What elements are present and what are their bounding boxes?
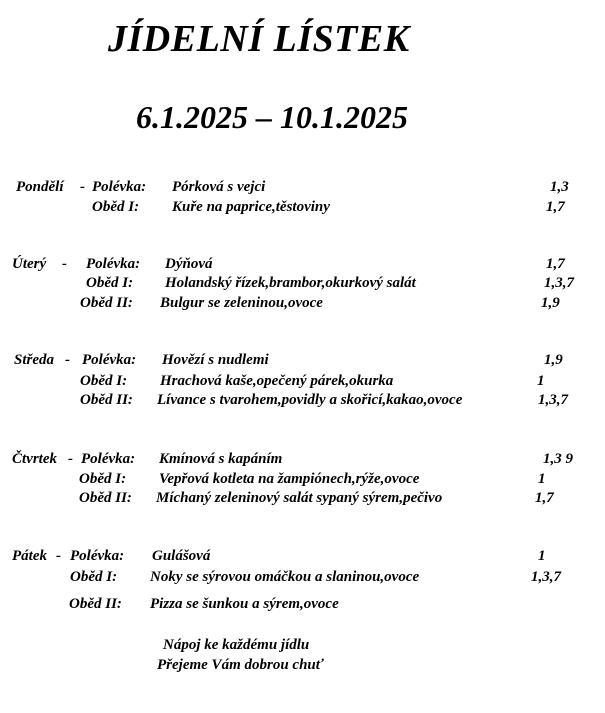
row-label: Oběd II: — [80, 392, 133, 408]
dish-name: Dýňová — [165, 256, 213, 272]
dish-name: Lívance s tvarohem,povidly a skořicí,kakao,ovoce — [157, 392, 463, 408]
allergens: 1,7 — [546, 256, 565, 272]
day-name-wednesday: Středa — [14, 352, 55, 368]
row-label: Oběd I: — [70, 569, 118, 585]
date-range: 6.1.2025 – 10.1.2025 — [136, 99, 408, 135]
dish-name: Bulgur se zeleninou,ovoce — [160, 295, 323, 311]
row-label: Polévka: — [92, 179, 147, 195]
dish-name: Hovězí s nudlemi — [162, 352, 269, 368]
row-label: Polévka: — [70, 548, 125, 564]
row-label: Oběd I: — [80, 373, 128, 389]
day-dash: - — [80, 179, 85, 195]
row-label: Polévka: — [82, 352, 137, 368]
menu-title: JÍDELNÍ LÍSTEK — [108, 18, 410, 60]
allergens: 1 — [537, 373, 545, 389]
row-label: Oběd II: — [80, 295, 133, 311]
allergens: 1 — [538, 471, 546, 487]
allergens: 1,9 — [544, 352, 563, 368]
row-label: Oběd II: — [79, 490, 132, 506]
allergens: 1,3,7 — [531, 569, 561, 585]
dish-name: Hrachová kaše,opečený párek,okurka — [160, 373, 394, 389]
day-dash: - — [68, 451, 73, 467]
dish-name: Noky se sýrovou omáčkou a slaninou,ovoce — [150, 569, 420, 585]
footer-wishes: Přejeme Vám dobrou chuť — [157, 657, 324, 673]
row-label: Polévka: — [81, 451, 136, 467]
dish-name: Míchaný zeleninový salát sypaný sýrem,pečivo — [156, 490, 443, 506]
row-label: Oběd I: — [86, 275, 134, 291]
allergens: 1,3,7 — [538, 392, 568, 408]
day-dash: - — [62, 256, 67, 272]
dish-name: Gulášová — [152, 548, 211, 564]
allergens: 1,9 — [541, 295, 560, 311]
allergens: 1,3,7 — [544, 275, 574, 291]
dish-name: Vepřová kotleta na žampiónech,rýže,ovoce — [159, 471, 420, 487]
row-label: Polévka: — [86, 256, 141, 272]
dish-name: Pizza se šunkou a sýrem,ovoce — [150, 596, 339, 612]
row-label: Oběd II: — [69, 596, 122, 612]
dish-name: Kuře na paprice,těstoviny — [172, 199, 330, 215]
allergens: 1,7 — [546, 199, 565, 215]
dish-name: Kmínová s kapáním — [159, 451, 283, 467]
dish-name: Holandský řízek,brambor,okurkový salát — [165, 275, 416, 291]
day-name-tuesday: Úterý — [12, 256, 47, 272]
footer-drink-note: Nápoj ke každému jídlu — [163, 637, 310, 653]
allergens: 1 — [538, 548, 546, 564]
row-label: Oběd I: — [92, 199, 140, 215]
dish-name: Pórková s vejci — [172, 179, 266, 195]
allergens: 1,7 — [535, 490, 554, 506]
allergens: 1,3 9 — [543, 451, 573, 467]
day-dash: - — [56, 548, 61, 564]
day-name-thursday: Čtvrtek — [12, 451, 57, 467]
day-dash: - — [65, 352, 70, 368]
day-name-monday: Pondělí — [16, 179, 64, 195]
day-name-friday: Pátek — [12, 548, 47, 564]
allergens: 1,3 — [550, 179, 569, 195]
row-label: Oběd I: — [79, 471, 127, 487]
